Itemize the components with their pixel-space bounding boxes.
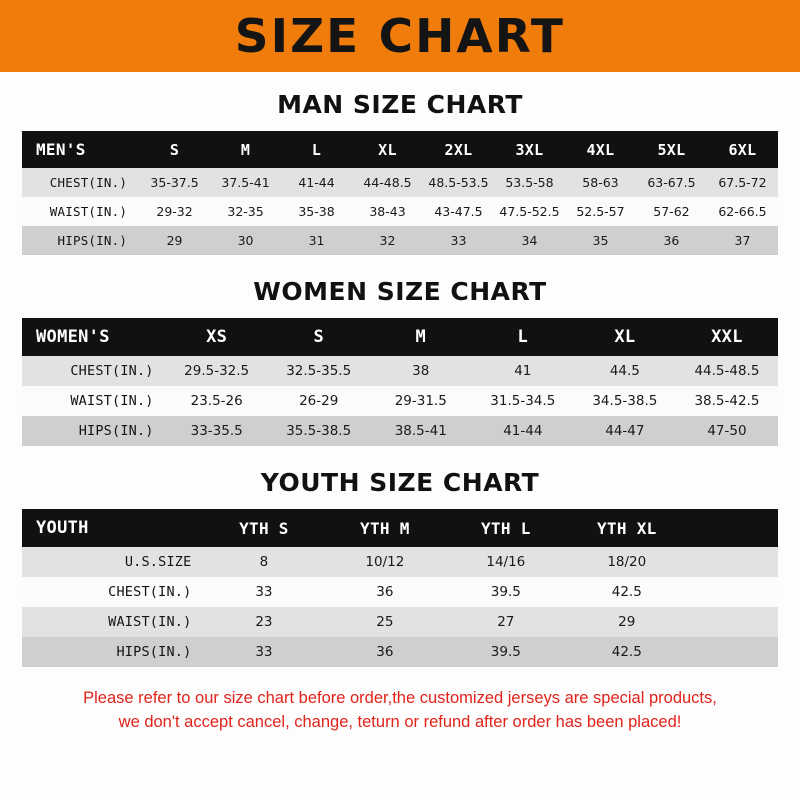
women-header-cell: L	[517, 327, 529, 347]
content-area	[0, 90, 800, 735]
table-cell: 62-66.5	[707, 197, 778, 226]
table-row	[22, 577, 778, 607]
youth-section-title: YOUTH SIZE CHART	[260, 468, 540, 497]
table-cell: 14/16	[445, 547, 566, 577]
table-cell: 52.5-57	[565, 197, 636, 226]
table-cell: 47.5-52.5	[494, 197, 565, 226]
man-header-cell: 4XL	[586, 140, 615, 159]
man-header-cell: 2XL	[444, 140, 473, 159]
table-cell: 32.5-35.5	[268, 356, 370, 386]
table-cell: 10/12	[324, 547, 445, 577]
table-cell: 36	[324, 577, 445, 607]
table-cell: 37	[707, 226, 778, 255]
table-cell: 41	[472, 356, 574, 386]
table-cell: 47-50	[676, 416, 778, 446]
footer-disclaimer	[22, 687, 778, 735]
table-cell: 39.5	[445, 637, 566, 667]
man-header-cell: XL	[378, 140, 397, 159]
table-cell: 44-48.5	[352, 168, 423, 197]
women-size-table	[22, 318, 778, 446]
row-label: WAIST(IN.)	[22, 197, 139, 226]
table-cell: 25	[324, 607, 445, 637]
table-row	[22, 226, 778, 255]
footer-line-2: we don't accept cancel, change, teturn or refund after order has been placed!	[118, 712, 682, 731]
women-section-title: WOMEN SIZE CHART	[253, 277, 547, 306]
table-cell: 23	[203, 607, 324, 637]
table-cell-spacer	[687, 607, 778, 637]
women-header-cell: WOMEN'S	[36, 327, 110, 347]
row-label: HIPS(IN.)	[22, 226, 139, 255]
table-cell: 29-31.5	[370, 386, 472, 416]
table-cell: 42.5	[566, 637, 687, 667]
table-cell: 36	[324, 637, 445, 667]
table-cell: 33-35.5	[166, 416, 268, 446]
man-header-cell: 5XL	[657, 140, 686, 159]
table-row	[22, 386, 778, 416]
table-cell: 18/20	[566, 547, 687, 577]
table-cell: 31	[281, 226, 352, 255]
table-cell: 38.5-41	[370, 416, 472, 446]
women-header-cell: XS	[206, 327, 228, 347]
table-row	[22, 197, 778, 226]
table-row	[22, 356, 778, 386]
table-cell: 44-47	[574, 416, 676, 446]
man-header-cell: MEN'S	[36, 140, 86, 159]
youth-header-spacer	[687, 509, 778, 547]
table-cell: 23.5-26	[166, 386, 268, 416]
table-cell: 29	[566, 607, 687, 637]
table-cell: 37.5-41	[210, 168, 281, 197]
row-label: U.S.SIZE	[22, 547, 203, 577]
table-cell: 53.5-58	[494, 168, 565, 197]
man-size-table	[22, 131, 778, 255]
table-cell: 63-67.5	[636, 168, 707, 197]
youth-header-cell: YTH M	[360, 518, 410, 538]
table-cell: 44.5	[574, 356, 676, 386]
table-cell: 33	[203, 577, 324, 607]
table-cell: 42.5	[566, 577, 687, 607]
man-header-cell: 3XL	[515, 140, 544, 159]
women-header-cell: S	[313, 327, 324, 347]
row-label: WAIST(IN.)	[22, 386, 166, 416]
table-cell: 33	[203, 637, 324, 667]
table-cell: 43-47.5	[423, 197, 494, 226]
women-header-cell: M	[415, 327, 427, 347]
table-cell: 32	[352, 226, 423, 255]
man-header-cell: M	[240, 140, 251, 159]
table-cell: 41-44	[281, 168, 352, 197]
row-label: HIPS(IN.)	[22, 416, 166, 446]
women-header-cell: XXL	[711, 327, 743, 347]
table-cell: 35-37.5	[139, 168, 210, 197]
table-row	[22, 416, 778, 446]
table-cell: 44.5-48.5	[676, 356, 778, 386]
table-cell: 58-63	[565, 168, 636, 197]
man-header-cell: S	[169, 140, 180, 159]
row-label: CHEST(IN.)	[22, 168, 139, 197]
table-cell: 35.5-38.5	[268, 416, 370, 446]
table-cell-spacer	[687, 637, 778, 667]
table-cell: 35-38	[281, 197, 352, 226]
youth-size-table	[22, 509, 778, 667]
youth-table-header-row	[22, 509, 778, 547]
table-cell: 8	[203, 547, 324, 577]
table-cell: 26-29	[268, 386, 370, 416]
row-label: WAIST(IN.)	[22, 607, 203, 637]
row-label: CHEST(IN.)	[22, 577, 203, 607]
table-cell: 38	[370, 356, 472, 386]
table-row	[22, 547, 778, 577]
women-header-cell: XL	[614, 327, 636, 347]
man-section-title: MAN SIZE CHART	[277, 90, 523, 119]
table-row	[22, 637, 778, 667]
table-cell: 38-43	[352, 197, 423, 226]
table-cell: 57-62	[636, 197, 707, 226]
table-cell: 34	[494, 226, 565, 255]
table-cell: 35	[565, 226, 636, 255]
youth-header-cell: YTH L	[480, 518, 531, 538]
footer-line-1: Please refer to our size chart before order,the customized jerseys are special products,	[83, 689, 717, 707]
table-cell: 33	[423, 226, 494, 255]
table-cell: 34.5-38.5	[574, 386, 676, 416]
table-cell: 36	[636, 226, 707, 255]
row-label: HIPS(IN.)	[22, 637, 203, 667]
table-cell: 39.5	[445, 577, 566, 607]
table-row	[22, 168, 778, 197]
row-label: CHEST(IN.)	[22, 356, 166, 386]
page-title: SIZE CHART	[234, 9, 566, 63]
table-cell-spacer	[687, 547, 778, 577]
table-cell: 48.5-53.5	[423, 168, 494, 197]
table-cell: 67.5-72	[707, 168, 778, 197]
youth-header-cell: YOUTH	[36, 518, 89, 538]
page-banner	[0, 0, 800, 72]
table-cell: 31.5-34.5	[472, 386, 574, 416]
table-cell: 29	[139, 226, 210, 255]
table-cell-spacer	[687, 577, 778, 607]
table-cell: 29-32	[139, 197, 210, 226]
table-cell: 41-44	[472, 416, 574, 446]
table-cell: 32-35	[210, 197, 281, 226]
man-header-cell: L	[311, 140, 322, 159]
man-table-header-row	[22, 131, 778, 168]
table-cell: 38.5-42.5	[676, 386, 778, 416]
table-cell: 27	[445, 607, 566, 637]
table-cell: 30	[210, 226, 281, 255]
table-cell: 29.5-32.5	[166, 356, 268, 386]
women-table-header-row	[22, 318, 778, 356]
youth-header-cell: YTH XL	[596, 518, 657, 538]
man-header-cell: 6XL	[728, 140, 757, 159]
youth-header-cell: YTH S	[239, 518, 289, 538]
table-row	[22, 607, 778, 637]
